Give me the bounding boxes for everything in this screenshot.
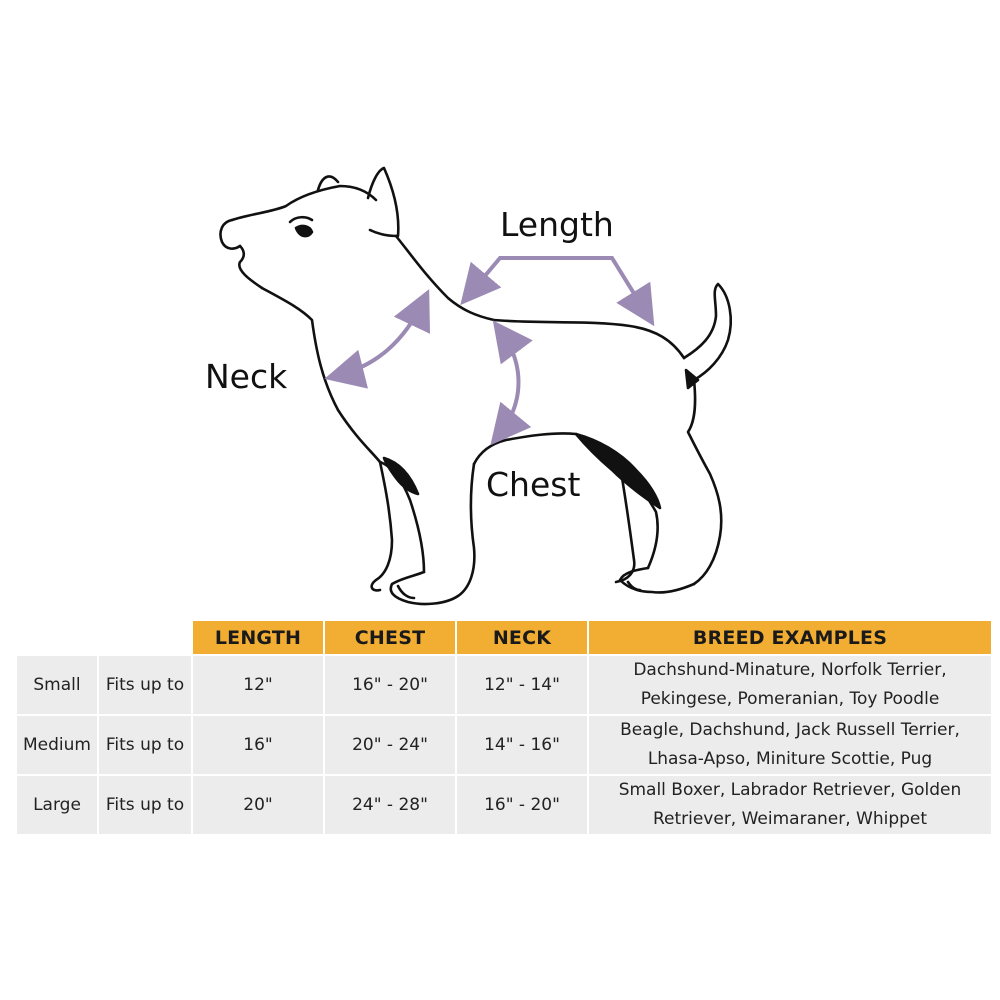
table-row (17, 776, 991, 834)
neck-label: Neck (205, 357, 288, 396)
header-blank (17, 621, 97, 654)
breed-examples (589, 776, 991, 834)
fits-label: Fits up to (99, 656, 191, 714)
size-name: Small (17, 656, 97, 714)
length-value: 12" (193, 656, 323, 714)
fits-label: Fits up to (99, 716, 191, 774)
table-header-row (17, 621, 991, 654)
breed-examples (589, 656, 991, 714)
breed-line: Pekingese, Pomeranian, Toy Poodle (640, 689, 940, 709)
table-row (17, 716, 991, 774)
header-blank (99, 621, 191, 654)
length-arrow (468, 258, 648, 316)
chest-value: 16" - 20" (325, 656, 455, 714)
size-name: Large (17, 776, 97, 834)
neck-value: 12" - 14" (457, 656, 587, 714)
breed-line: Small Boxer, Labrador Retriever, Golden (618, 780, 962, 800)
fits-label: Fits up to (99, 776, 191, 834)
length-value: 20" (193, 776, 323, 834)
breed-line: Lhasa-Apso, Miniture Scottie, Pug (647, 749, 933, 769)
length-value: 16" (193, 716, 323, 774)
chest-value: 20" - 24" (325, 716, 455, 774)
breed-line: Beagle, Dachshund, Jack Russell Terrier, (620, 720, 960, 740)
neck-value: 16" - 20" (457, 776, 587, 834)
header-length: LENGTH (193, 621, 323, 654)
length-label: Length (500, 205, 614, 244)
chest-arrow (498, 330, 519, 436)
table-row (17, 656, 991, 714)
size-name: Medium (17, 716, 97, 774)
breed-line: Dachshund-Minature, Norfolk Terrier, (633, 660, 947, 680)
neck-value: 14" - 16" (457, 716, 587, 774)
neck-arrow (336, 300, 424, 376)
chest-label: Chest (486, 465, 581, 504)
header-chest: CHEST (325, 621, 455, 654)
header-breed-examples: BREED EXAMPLES (589, 621, 991, 654)
chest-value: 24" - 28" (325, 776, 455, 834)
size-chart-table (15, 619, 993, 836)
breed-examples (589, 716, 991, 774)
dog-outline (220, 168, 730, 604)
header-neck: NECK (457, 621, 587, 654)
breed-line: Retriever, Weimaraner, Whippet (652, 809, 928, 829)
